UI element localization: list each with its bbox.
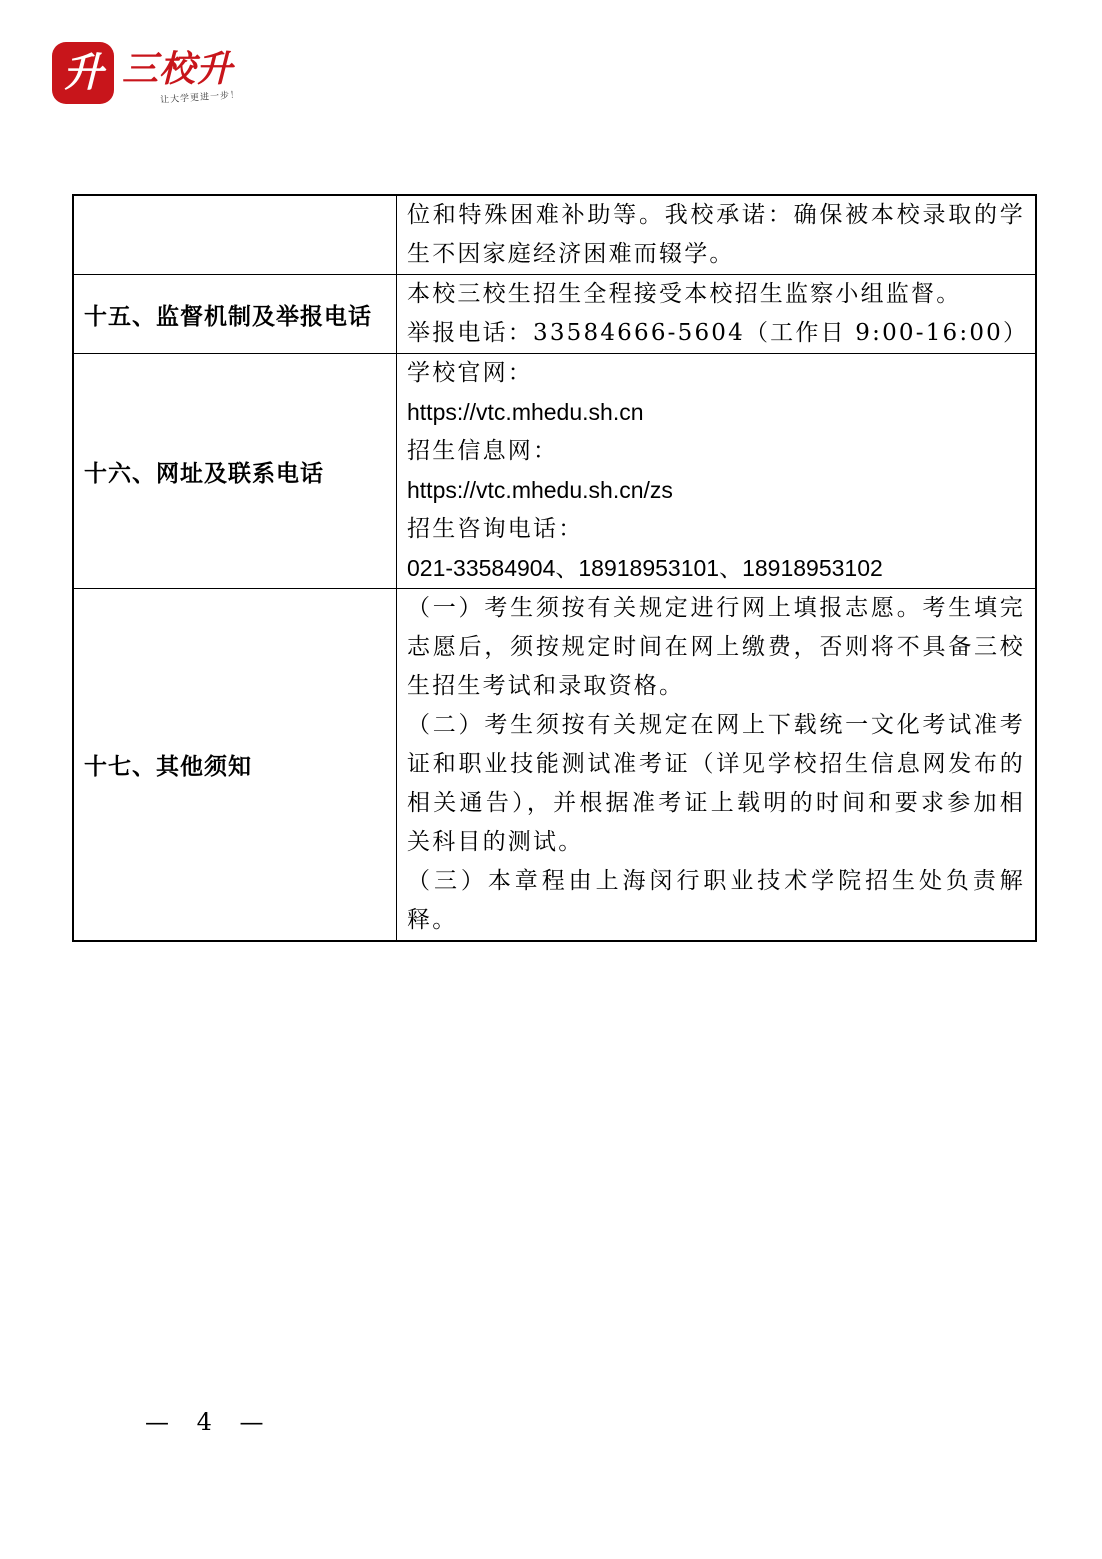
- row-label: [73, 195, 397, 275]
- row-label: 十六、网址及联系电话: [73, 354, 397, 589]
- row-label: 十七、其他须知: [73, 589, 397, 942]
- consult-phone-numbers: 021-33584904、18918953101、18918953102: [407, 555, 883, 581]
- table-row: [73, 275, 1036, 354]
- notice-paragraph-3: （三）本章程由上海闵行职业技术学院招生处负责解释。: [407, 868, 1025, 933]
- website-link[interactable]: https://vtc.mhedu.sh.cn: [407, 399, 644, 425]
- logo-name: 三校升: [122, 49, 234, 90]
- table-row: [73, 589, 1036, 942]
- table-row: [73, 354, 1036, 589]
- supervision-text: 本校三校生招生全程接受本校招生监察小组监督。: [407, 281, 962, 307]
- admission-site-link[interactable]: https://vtc.mhedu.sh.cn/zs: [407, 477, 673, 503]
- admission-site-label: 招生信息网：: [407, 438, 559, 464]
- logo-slogan: 让大学更进一步！: [159, 90, 241, 106]
- report-phone: 举报电话：33584666-5604（工作日 9:00-16:00）: [407, 320, 1029, 346]
- admission-info-table: [72, 194, 1037, 942]
- row-content: [397, 275, 1037, 354]
- consult-phone-label: 招生咨询电话：: [407, 516, 584, 542]
- notice-paragraph-1: （一）考生须按有关规定进行网上填报志愿。考生填完志愿后，须按规定时间在网上缴费，否则将不具备三校生招生考试和录取资格。: [407, 595, 1025, 699]
- row-content: [397, 589, 1037, 942]
- table-row: [73, 195, 1036, 275]
- row-label: 十五、监督机制及举报电话: [73, 275, 397, 354]
- logo-badge: 升: [52, 42, 114, 104]
- row-content: [397, 195, 1037, 275]
- brand-logo: [52, 42, 252, 114]
- page-number: — 4 —: [145, 1408, 274, 1436]
- paragraph: 位和特殊困难补助等。我校承诺：确保被本校录取的学生不因家庭经济困难而辍学。: [407, 202, 1025, 267]
- notice-paragraph-2: （二）考生须按有关规定在网上下载统一文化考试准考证和职业技能测试准考证（详见学校招生信息网发布的相关通告），并根据准考证上载明的时间和要求参加相关科目的测试。: [407, 712, 1025, 855]
- website-label: 学校官网：: [407, 360, 533, 386]
- row-content: [397, 354, 1037, 589]
